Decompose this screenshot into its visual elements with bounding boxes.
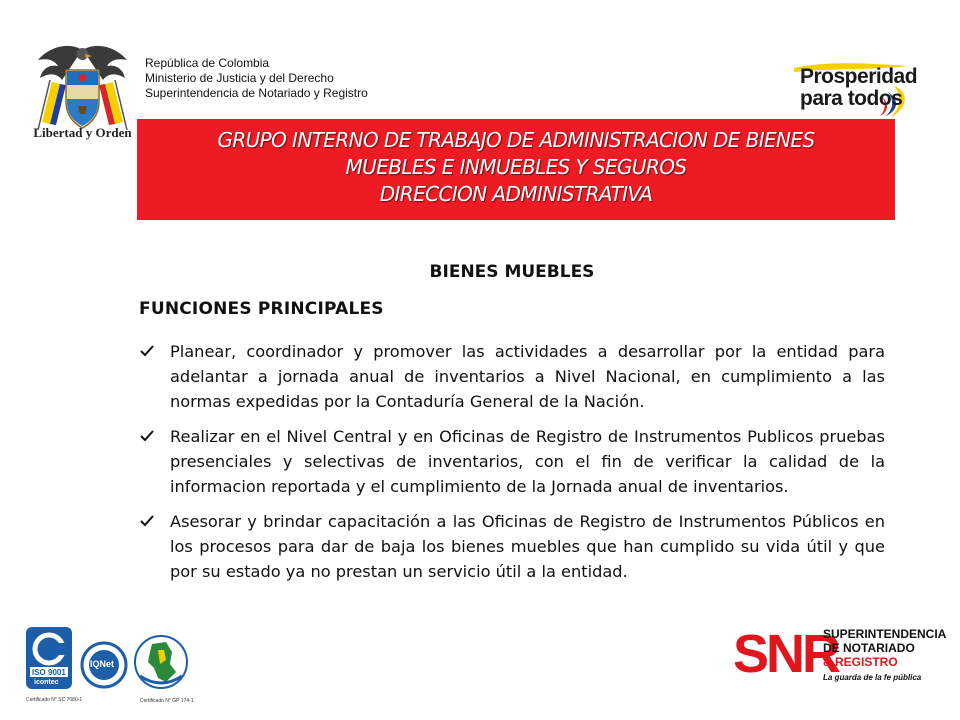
ministry-header xyxy=(145,56,368,101)
ministry-line-2: Ministerio de Justicia y del Derecho xyxy=(145,71,334,85)
gp-cert-number: Certificado N° GP 174-1 xyxy=(140,698,194,704)
snr-line-2: DE NOTARIADO xyxy=(823,641,915,655)
coat-of-arms-motto: Libertad y Orden xyxy=(33,125,132,140)
iqnet-certification xyxy=(79,640,129,706)
gp-certification xyxy=(132,634,194,706)
iqnet-label: IQNet xyxy=(90,659,115,669)
section-title: BIENES MUEBLES xyxy=(429,262,595,282)
checkmark-icon xyxy=(139,428,155,444)
list-item xyxy=(139,339,885,414)
snr-line-3: & REGISTRO xyxy=(823,655,898,669)
list-item-text: Realizar en el Nivel Central y en Oficinas de Registro de Instrumentos Publicos pruebas presenciales y selectivas de inventarios, con el fin de verificar la calidad de la informacion reportada y el cumplimiento de la Jornada anual de inventarios. xyxy=(170,427,885,496)
title-banner xyxy=(137,119,895,220)
colombia-map-icon xyxy=(132,634,190,690)
snr-tagline: La guarda de la fe pública xyxy=(823,673,922,682)
banner-line-1: GRUPO INTERNO DE TRABAJO DE ADMINISTRACION DE BIENES xyxy=(217,128,815,152)
snr-letters: SNR xyxy=(733,624,839,684)
icontec-brand: icontec xyxy=(34,679,59,686)
prosperidad-line-2: para todos xyxy=(800,87,903,110)
banner-line-3: DIRECCION ADMINISTRATIVA xyxy=(379,182,653,206)
icontec-cert-number: Certificado N° SC 7080-1 xyxy=(26,697,83,703)
icontec-iso-label: ISO 9001 xyxy=(32,668,66,677)
ministry-line-3: Superintendencia de Notariado y Registro xyxy=(145,86,368,100)
ministry-line-1: República de Colombia xyxy=(145,56,270,70)
checkmark-icon xyxy=(139,513,155,529)
prosperidad-logo xyxy=(790,62,918,122)
snr-line-1: SUPERINTENDENCIA xyxy=(823,627,947,641)
functions-list xyxy=(139,339,885,594)
prosperidad-line-1: Prosperidad xyxy=(800,65,918,88)
icontec-certification xyxy=(24,625,83,705)
list-item-text: Planear, coordinador y promover las actividades a desarrollar por la entidad para adelantar a jornada anual de inventarios a Nivel Nacional, en cumplimiento a las normas expedidas por la Contaduría General de la Nación. xyxy=(170,342,885,411)
list-item xyxy=(139,509,885,584)
checkmark-icon xyxy=(139,343,155,359)
snr-logo xyxy=(733,624,947,696)
list-item-text: Asesorar y brindar capacitación a las Oficinas de Registro de Instrumentos Públicos en los procesos para dar de baja los bienes muebles que han cumplido su vida útil y que por su estado ya no prestan un servicio útil a la entidad. xyxy=(170,512,885,581)
functions-heading: FUNCIONES PRINCIPALES xyxy=(139,299,384,319)
list-item xyxy=(139,424,885,499)
banner-line-2: MUEBLES E INMUEBLES Y SEGUROS xyxy=(345,155,687,179)
